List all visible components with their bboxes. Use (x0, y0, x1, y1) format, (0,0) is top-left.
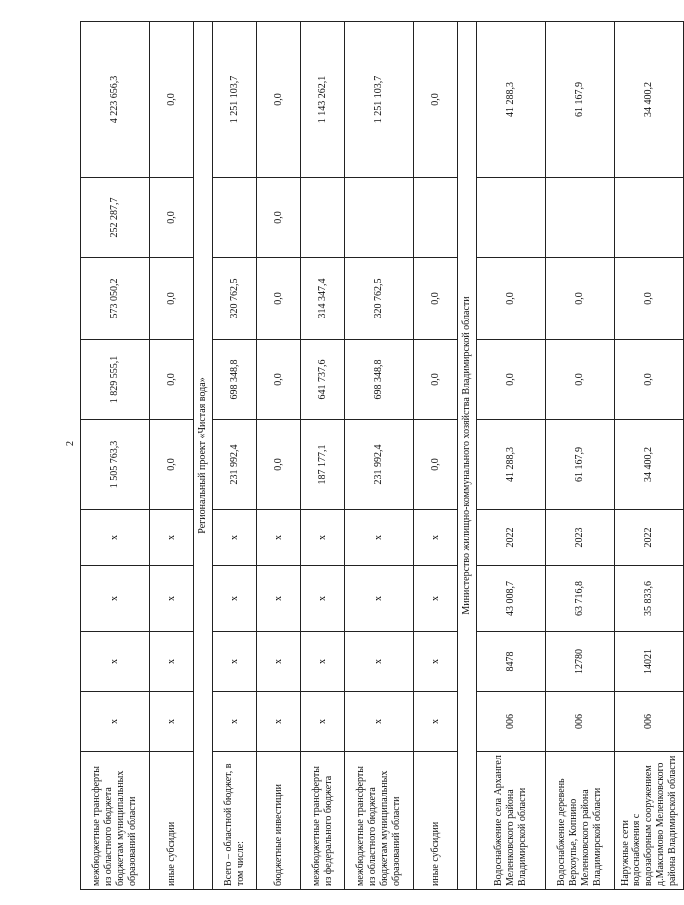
value-cell: 4 223 656,3 (81, 22, 150, 178)
value-cell: 0,0 (414, 420, 458, 510)
value-cell: 0,0 (150, 420, 194, 510)
value-cell: x (81, 510, 150, 566)
table-row (477, 22, 546, 890)
value-cell: 0,0 (615, 340, 684, 420)
row-name-cell: иные субсидии (414, 752, 458, 890)
value-cell: x (301, 510, 345, 566)
value-cell: x (345, 692, 414, 752)
value-cell (301, 178, 345, 258)
value-cell: 14021 (615, 632, 684, 692)
value-cell: 231 992,4 (345, 420, 414, 510)
value-cell (213, 178, 257, 258)
value-cell: x (345, 632, 414, 692)
table-row (150, 22, 194, 890)
value-cell: 0,0 (477, 340, 546, 420)
value-cell (345, 178, 414, 258)
value-cell: 320 762,5 (213, 258, 257, 340)
value-cell: 0,0 (546, 340, 615, 420)
table-row (546, 22, 615, 890)
value-cell: 34 400,2 (615, 420, 684, 510)
value-cell: 43 008,7 (477, 566, 546, 632)
value-cell: 0,0 (150, 340, 194, 420)
value-cell: 8478 (477, 632, 546, 692)
table-row (414, 22, 458, 890)
table-body (81, 22, 684, 890)
value-cell: 1 251 103,7 (213, 22, 257, 178)
value-cell: x (81, 692, 150, 752)
value-cell: 641 737,6 (301, 340, 345, 420)
value-cell: 0,0 (257, 258, 301, 340)
value-cell: x (257, 632, 301, 692)
value-cell: 0,0 (257, 420, 301, 510)
value-cell: 187 177,1 (301, 420, 345, 510)
value-cell: 35 833,6 (615, 566, 684, 632)
table-row (615, 22, 684, 890)
value-cell: x (213, 692, 257, 752)
value-cell: 12780 (546, 632, 615, 692)
value-cell: 63 716,8 (546, 566, 615, 632)
value-cell (477, 178, 546, 258)
value-cell: 006 (546, 692, 615, 752)
value-cell (414, 178, 458, 258)
row-name-cell: Водоснабжение деревень Верхоупье, Копнино Меленковского района Владимирской области (546, 752, 615, 890)
value-cell (615, 178, 684, 258)
value-cell: x (301, 632, 345, 692)
value-cell: 1 251 103,7 (345, 22, 414, 178)
row-name-cell: иные субсидии (150, 752, 194, 890)
value-cell: x (301, 566, 345, 632)
row-name-cell: Наружные сети водоснабжения с водозаборным сооружением д.Максимово Меленковского района Владимирской области (615, 752, 684, 890)
value-cell: 0,0 (150, 22, 194, 178)
value-cell: x (345, 510, 414, 566)
value-cell: 0,0 (257, 178, 301, 258)
row-name-cell: Всего – областной бюджет, в том числе: (213, 752, 257, 890)
value-cell: x (213, 632, 257, 692)
value-cell: 252 287,7 (81, 178, 150, 258)
section-title: Региональный проект «Чистая вода» (194, 22, 213, 890)
value-cell: x (150, 632, 194, 692)
value-cell: 320 762,5 (345, 258, 414, 340)
value-cell: 0,0 (257, 340, 301, 420)
value-cell: x (150, 510, 194, 566)
value-cell: x (257, 692, 301, 752)
page-number: 2 (65, 441, 76, 446)
value-cell: x (414, 632, 458, 692)
table-row (257, 22, 301, 890)
value-cell: 0,0 (615, 258, 684, 340)
value-cell: x (213, 510, 257, 566)
section-header-ministry (458, 22, 477, 890)
value-cell: 0,0 (257, 22, 301, 178)
value-cell: 34 400,2 (615, 22, 684, 178)
value-cell: 1 143 262,1 (301, 22, 345, 178)
value-cell: 231 992,4 (213, 420, 257, 510)
value-cell: x (257, 510, 301, 566)
section-title: Министерство жилищно-коммунального хозяйства Владимирской области (458, 22, 477, 890)
table-row (81, 22, 150, 890)
value-cell: 006 (477, 692, 546, 752)
value-cell: x (213, 566, 257, 632)
row-name-cell: бюджетные инвестиции (257, 752, 301, 890)
value-cell: x (345, 566, 414, 632)
value-cell: x (150, 692, 194, 752)
value-cell: 0,0 (414, 258, 458, 340)
table-row (213, 22, 257, 890)
value-cell: 2022 (477, 510, 546, 566)
value-cell: 0,0 (414, 22, 458, 178)
value-cell: x (414, 692, 458, 752)
value-cell: x (301, 692, 345, 752)
value-cell: x (150, 566, 194, 632)
value-cell: x (414, 566, 458, 632)
value-cell: 2022 (615, 510, 684, 566)
value-cell: 61 167,9 (546, 22, 615, 178)
value-cell: 006 (615, 692, 684, 752)
table-row (301, 22, 345, 890)
value-cell (546, 178, 615, 258)
row-name-cell: межбюджетные трансферты из областного бюджета бюджетам муниципальных образований области (81, 752, 150, 890)
value-cell: 698 348,8 (345, 340, 414, 420)
value-cell: 61 167,9 (546, 420, 615, 510)
value-cell: 573 050,2 (81, 258, 150, 340)
value-cell: x (81, 632, 150, 692)
value-cell: 0,0 (414, 340, 458, 420)
value-cell: 2023 (546, 510, 615, 566)
value-cell: 0,0 (150, 178, 194, 258)
value-cell: 41 288,3 (477, 22, 546, 178)
row-name-cell: межбюджетные трансферты из федерального бюджета (301, 752, 345, 890)
row-name-cell: межбюджетные трансферты из областного бюджета бюджетам муниципальных образований области (345, 752, 414, 890)
table-row (345, 22, 414, 890)
value-cell: 1 505 763,3 (81, 420, 150, 510)
value-cell: x (81, 566, 150, 632)
value-cell: 314 347,4 (301, 258, 345, 340)
value-cell: 698 348,8 (213, 340, 257, 420)
value-cell: 41 288,3 (477, 420, 546, 510)
value-cell: 0,0 (150, 258, 194, 340)
value-cell: x (257, 566, 301, 632)
value-cell: 0,0 (477, 258, 546, 340)
value-cell: x (414, 510, 458, 566)
budget-table (80, 21, 684, 890)
value-cell: 0,0 (546, 258, 615, 340)
section-header-project (194, 22, 213, 890)
value-cell: 1 829 555,1 (81, 340, 150, 420)
row-name-cell: Водоснабжение села Архангел Меленковского района Владимирской области (477, 752, 546, 890)
